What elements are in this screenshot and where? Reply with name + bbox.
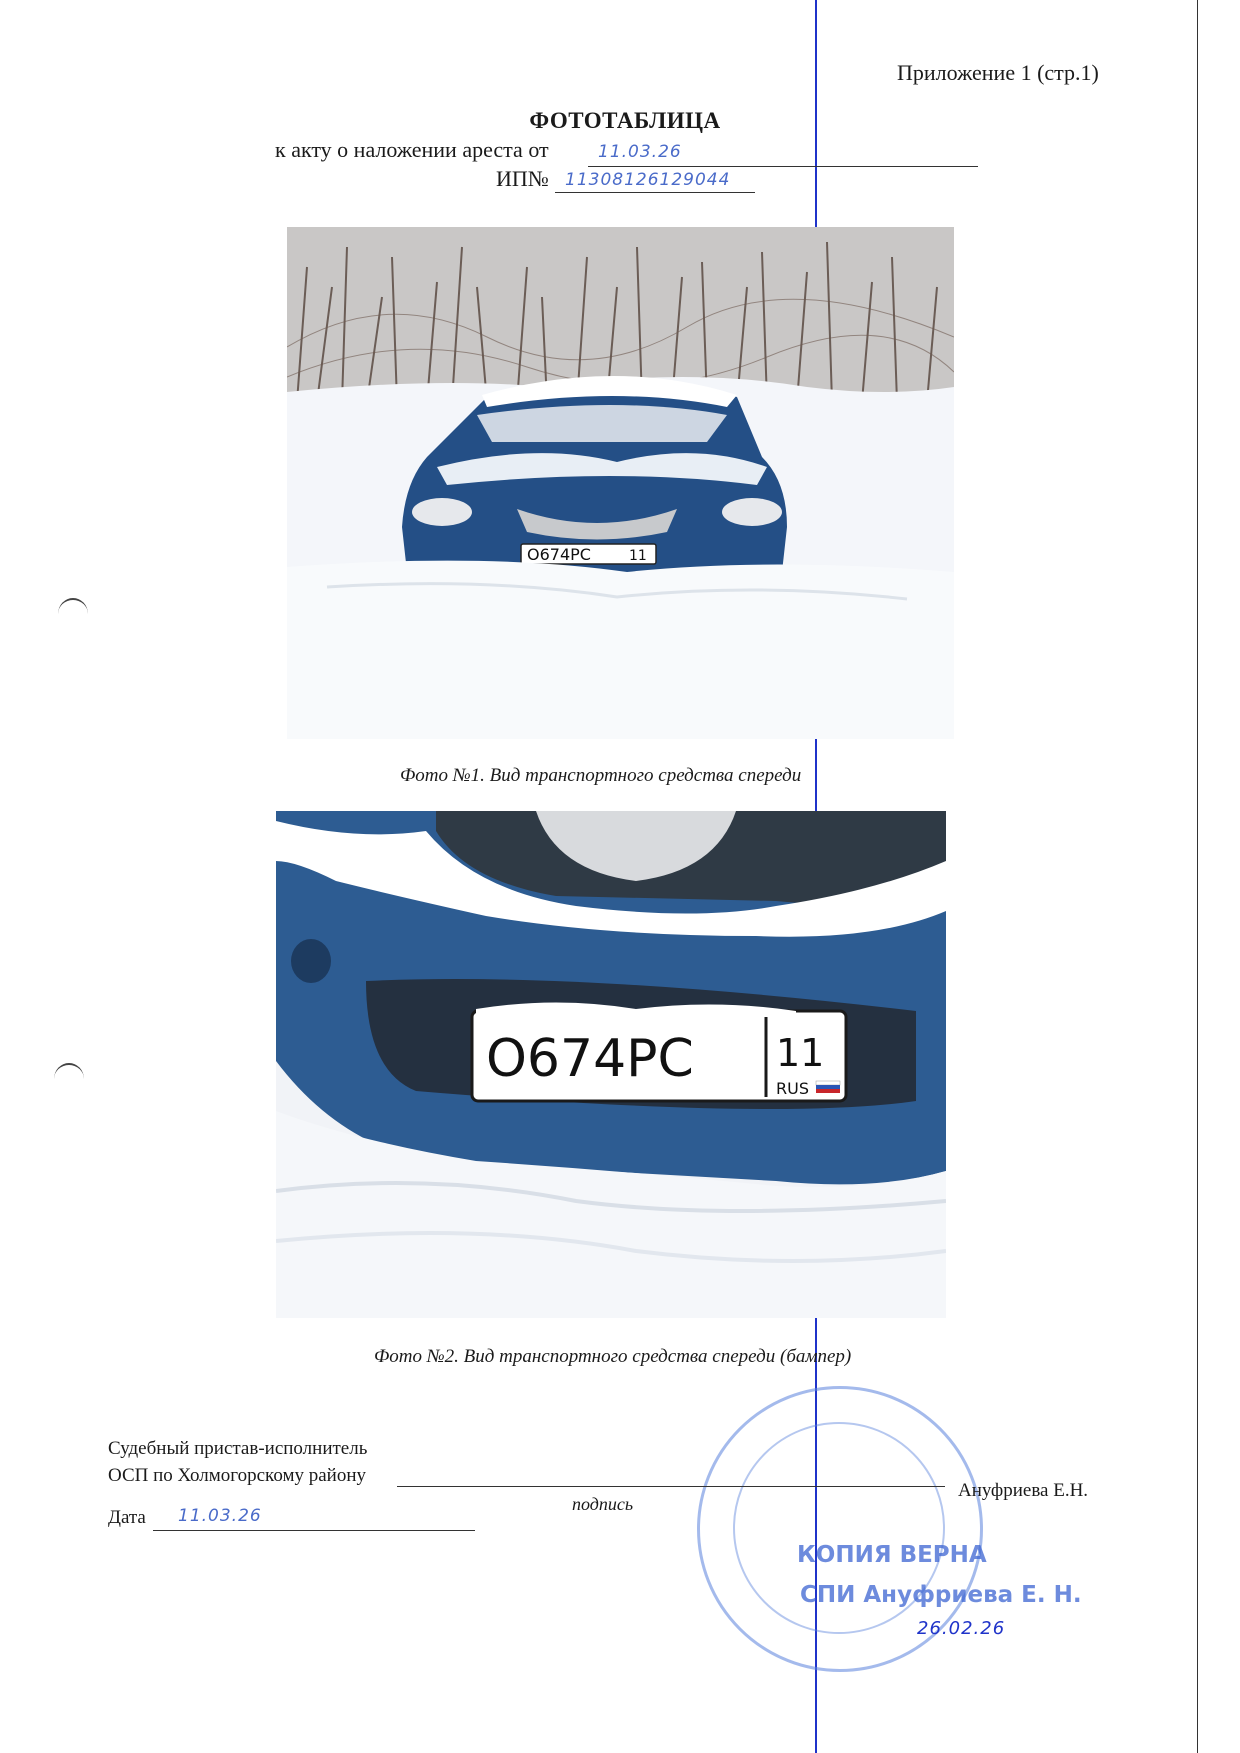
act-subtitle — [275, 137, 549, 163]
photo-1-region: 11 — [629, 548, 647, 564]
officer-position-line2: ОСП по Холмогорскому району — [108, 1465, 366, 1486]
date-label: Дата — [108, 1507, 146, 1528]
photo-2-image — [276, 811, 946, 1318]
date-handwritten: 11.03.26 — [178, 1506, 262, 1526]
punch-hole-mark — [54, 1063, 84, 1095]
officer-position-line1: Судебный пристав-исполнитель — [108, 1438, 368, 1459]
stamp-copy-verified: КОПИЯ ВЕРНА — [797, 1542, 987, 1568]
stamp-date-handwritten: 26.02.26 — [917, 1618, 1006, 1639]
signature-line — [397, 1486, 945, 1487]
ip-number-line — [555, 192, 755, 193]
photo-2-region: 11 — [776, 1031, 825, 1075]
ip-number-handwritten: 11308126129044 — [565, 170, 731, 190]
photo-2-caption: Фото №2. Вид транспортного средства спереди (бампер) — [374, 1346, 852, 1367]
photo-2-plate: О674РС — [486, 1029, 694, 1089]
punch-hole-mark — [58, 598, 88, 630]
photo-1-plate: О674РС — [527, 545, 591, 564]
document-title: ФОТОТАБЛИЦА — [529, 108, 721, 133]
act-subtitle-text: к акту о наложении ареста от — [275, 137, 549, 162]
appendix-label: Приложение 1 (стр.1) — [897, 60, 1099, 85]
photo-1-image — [287, 227, 954, 739]
officer-name: Ануфриева Е.Н. — [958, 1480, 1089, 1501]
act-date-line — [588, 166, 978, 167]
photo-2-country: RUS — [776, 1079, 809, 1098]
stamp-officer: СПИ Ануфриева Е. Н. — [800, 1582, 1082, 1608]
signature-label: подпись — [572, 1494, 634, 1514]
photo-1-caption: Фото №1. Вид транспортного средства спереди — [400, 765, 802, 786]
act-date-handwritten: 11.03.26 — [598, 142, 682, 162]
photo-2 — [276, 811, 946, 1318]
photo-1 — [287, 227, 954, 739]
date-line — [153, 1530, 475, 1531]
page-edge-line — [1197, 0, 1198, 1753]
ip-label: ИП№ — [496, 166, 549, 191]
